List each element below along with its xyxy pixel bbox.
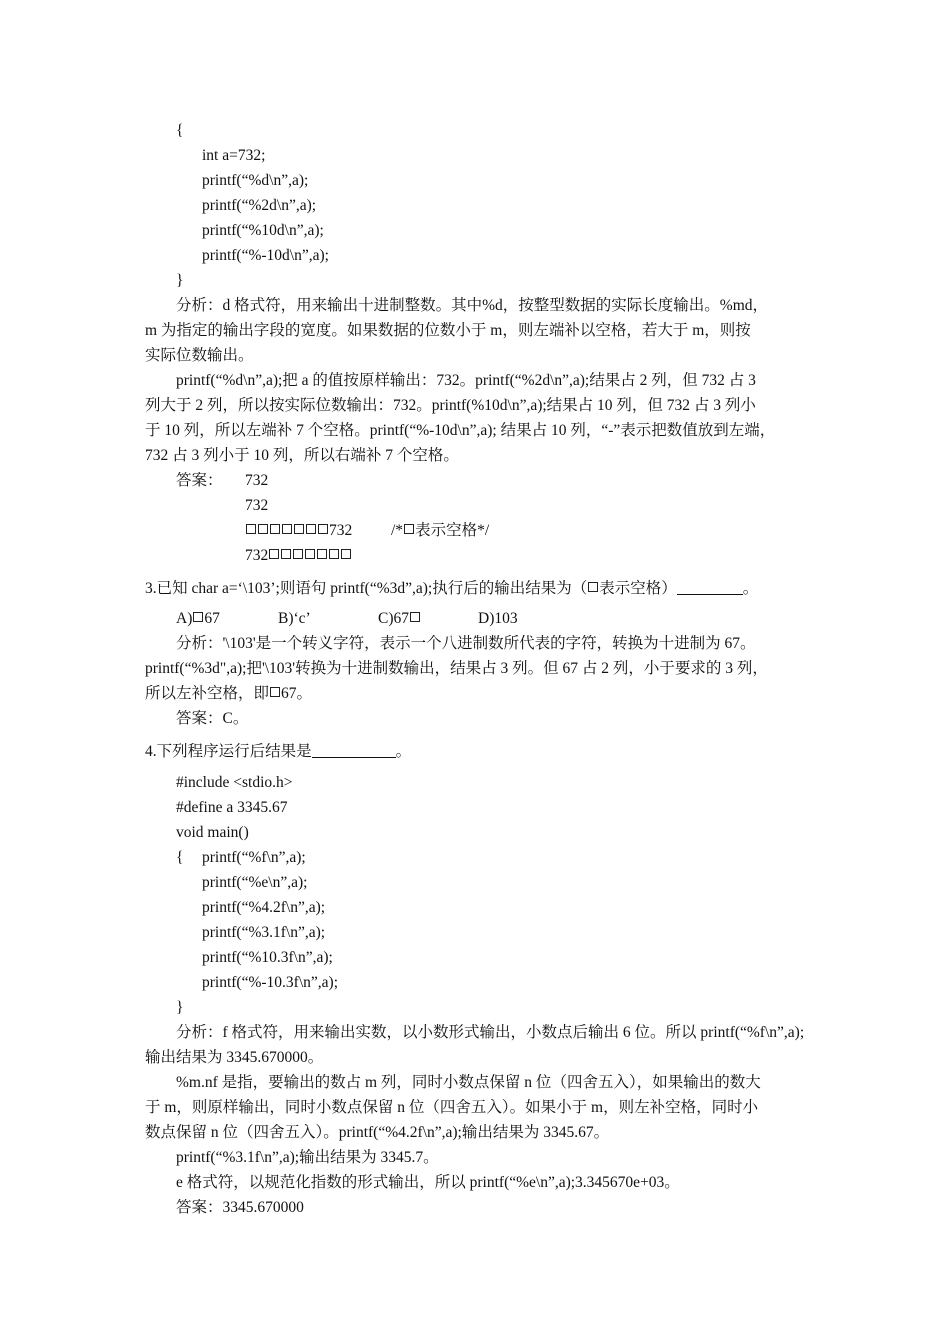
stem-text: 。 — [742, 580, 759, 597]
analysis-line: 于 10 列，所以左端补 7 个空格。printf(“%-10d\n”,a); 结果占 10 列，“-”表示把数值放到左端， — [145, 422, 776, 439]
answer-line — [245, 546, 352, 566]
stem-text: 表示空格） — [599, 580, 677, 597]
analysis-text: 所以左补空格，即 — [145, 685, 270, 702]
answer-comment — [391, 521, 489, 541]
analysis-line: 于 m，则原样输出，同时小数点保留 n 位（四舍五入）。如果小于 m，则左补空格，同时小 — [145, 1099, 759, 1116]
space-box-icon — [341, 549, 351, 559]
code-line: printf(“%10.3f\n”,a); — [202, 949, 333, 966]
option-d: D)103 — [478, 610, 518, 627]
analysis-line: 实际位数输出。 — [145, 347, 254, 364]
code-line: printf(“%3.1f\n”,a); — [202, 924, 326, 941]
code-brace: } — [176, 999, 184, 1016]
code-line: printf(“%d\n”,a); — [202, 172, 309, 189]
answer-line: 732 — [245, 497, 269, 514]
analysis-line: 分析：f 格式符，用来输出实数，以小数形式输出，小数点后输出 6 位。所以 printf(“%f\n”,a); — [176, 1024, 805, 1041]
space-box-icon — [269, 549, 279, 559]
code-line: printf(“%4.2f\n”,a); — [202, 899, 326, 916]
space-box-icon — [404, 524, 414, 534]
space-box-icon — [588, 582, 598, 592]
option-text: C)67 — [378, 610, 409, 627]
answer-blank — [312, 743, 396, 758]
answer-line: 732 — [245, 472, 269, 489]
code-line: printf(“%f\n”,a); — [202, 849, 306, 866]
answer-value: 732 — [329, 522, 353, 539]
answer-blank — [677, 580, 743, 595]
option-a — [176, 609, 220, 629]
analysis-line — [145, 684, 312, 704]
question-3-stem — [145, 579, 758, 599]
analysis-line: m 为指定的输出字段的宽度。如果数据的位数小于 m，则左端补以空格，若大于 m，则按 — [145, 322, 751, 339]
analysis-line: e 格式符，以规范化指数的形式输出，所以 printf(“%e\n”,a);3.345670e+03。 — [176, 1174, 680, 1191]
answer-line: 答案：C。 — [176, 710, 249, 727]
space-box-icon — [270, 687, 280, 697]
stem-text: 3.已知 char a=‘\103’;则语句 printf(“%3d”,a);执行后的输出结果为（ — [145, 580, 588, 597]
analysis-line: printf(“%3.1f\n”,a);输出结果为 3345.7。 — [176, 1149, 439, 1166]
stem-text: 4.下列程序运行后结果是 — [145, 743, 312, 760]
code-line: printf(“%10d\n”,a); — [202, 222, 324, 239]
code-line: #include <stdio.h> — [176, 774, 293, 791]
option-b: B)‘c’ — [278, 610, 311, 627]
code-line: void main() — [176, 824, 249, 841]
code-brace: { — [176, 849, 184, 866]
space-box-icon — [317, 549, 327, 559]
space-box-icon — [410, 612, 420, 622]
stem-text: 。 — [395, 743, 412, 760]
space-box-icon — [281, 549, 291, 559]
comment-end: 表示空格*/ — [415, 522, 490, 539]
space-box-icon — [258, 524, 268, 534]
analysis-line: 732 占 3 列小于 10 列，所以右端补 7 个空格。 — [145, 447, 459, 464]
answer-value: 732 — [245, 547, 269, 564]
question-4-stem — [145, 742, 411, 762]
analysis-line: printf(“%d\n”,a);把 a 的值按原样输出：732。printf(“%2d\n”,a);结果占 2 列，但 732 占 3 — [176, 372, 756, 389]
space-box-icon — [329, 549, 339, 559]
analysis-line: printf(“%3d",a);把'\103'转换为十进制数输出，结果占 3 列。但 67 占 2 列，小于要求的 3 列， — [145, 660, 768, 677]
analysis-line: 分析：'\103'是一个转义字符，表示一个八进制数所代表的字符，转换为十进制为 67。 — [176, 635, 756, 652]
analysis-line: 输出结果为 3345.670000。 — [145, 1049, 324, 1066]
space-box-icon — [293, 549, 303, 559]
space-box-icon — [193, 612, 203, 622]
space-box-icon — [270, 524, 280, 534]
code-line: printf(“%2d\n”,a); — [202, 197, 317, 214]
space-box-icon — [306, 524, 316, 534]
code-line: printf(“%e\n”,a); — [202, 874, 308, 891]
option-label: A) — [176, 610, 193, 627]
analysis-text: 67。 — [281, 685, 313, 702]
answer-line — [245, 521, 352, 541]
option-c — [378, 609, 421, 629]
code-line: int a=732; — [202, 147, 266, 164]
answer-label: 答案： — [176, 472, 223, 489]
code-line: printf(“%-10d\n”,a); — [202, 247, 329, 264]
analysis-line: %m.nf 是指，要输出的数占 m 列，同时小数点保留 n 位（四舍五入），如果输出的数大 — [176, 1074, 761, 1091]
space-box-icon — [318, 524, 328, 534]
option-text: 67 — [204, 610, 220, 627]
code-line: { — [176, 122, 184, 139]
code-line: printf(“%-10.3f\n”,a); — [202, 974, 338, 991]
analysis-line: 列大于 2 列，所以按实际位数输出：732。printf(%10d\n”,a);结果占 10 列，但 732 占 3 列小 — [145, 397, 756, 414]
analysis-line: 分析：d 格式符，用来输出十进制整数。其中%d，按整型数据的实际长度输出。%md， — [176, 297, 769, 314]
space-box-icon — [246, 524, 256, 534]
space-box-icon — [305, 549, 315, 559]
code-line: } — [176, 272, 184, 289]
space-box-icon — [282, 524, 292, 534]
answer-line: 答案：3345.670000 — [176, 1199, 304, 1216]
space-box-icon — [294, 524, 304, 534]
comment-start: /* — [391, 522, 404, 539]
code-line: #define a 3345.67 — [176, 799, 288, 816]
analysis-line: 数点保留 n 位（四舍五入）。printf(“%4.2f\n”,a);输出结果为 3345.67。 — [145, 1124, 610, 1141]
